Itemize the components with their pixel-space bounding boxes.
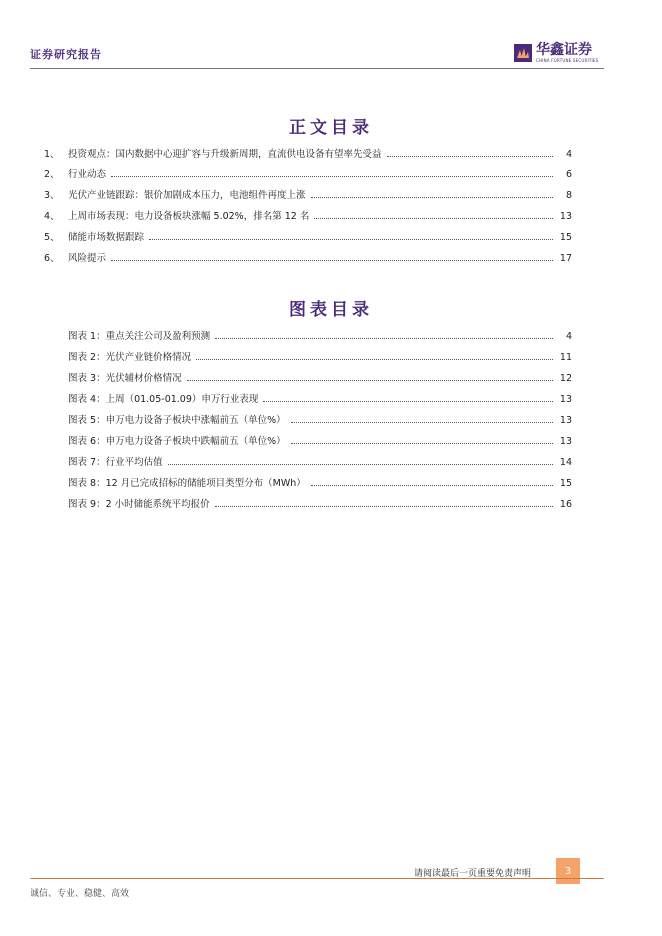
- figure-entry-title: 图表 8：12 月已完成招标的储能项目类型分布（MWh）: [68, 478, 306, 489]
- toc-entry-number: 5、: [44, 232, 60, 243]
- logo-english-name: CHINA FORTUNE SECURITIES: [536, 58, 599, 63]
- toc-entry-title: 上周市场表现：电力设备板块涨幅 5.02%，排名第 12 名: [68, 211, 310, 222]
- dot-leader: [196, 350, 553, 360]
- figure-entry-page: 11: [559, 352, 572, 363]
- figure-entry-page: 12: [559, 373, 572, 384]
- toc-entry-number: 2、: [44, 169, 60, 180]
- dot-leader: [215, 497, 553, 507]
- toc-entry[interactable]: [44, 230, 572, 244]
- dot-leader: [291, 413, 553, 423]
- toc-entry[interactable]: [44, 147, 572, 161]
- dot-leader: [111, 251, 553, 261]
- logo-chinese-name: 华鑫证券: [536, 42, 592, 58]
- figure-entry-page: 15: [559, 478, 572, 489]
- figure-entry-title: 图表 4：上周（01.05-01.09）申万行业表现: [68, 394, 259, 405]
- dot-leader: [215, 329, 553, 339]
- figure-entry[interactable]: [68, 476, 572, 490]
- figure-entry-title: 图表 1：重点关注公司及盈利预测: [68, 331, 211, 342]
- dot-leader: [387, 147, 553, 157]
- dot-leader: [168, 455, 553, 465]
- figure-entry[interactable]: [68, 497, 572, 511]
- toc-entry[interactable]: [44, 251, 572, 265]
- figure-entry-title: 图表 3：光伏辅材价格情况: [68, 373, 182, 384]
- figure-entry-page: 16: [559, 499, 572, 510]
- toc-entry[interactable]: [44, 209, 572, 223]
- figure-entry[interactable]: [68, 434, 572, 448]
- figure-entry[interactable]: [68, 413, 572, 427]
- figure-entry-title: 图表 2：光伏产业链价格情况: [68, 352, 192, 363]
- toc-entry[interactable]: [44, 188, 572, 202]
- company-logo: [514, 40, 614, 66]
- figure-entry-title: 图表 5：申万电力设备子板块中涨幅前五（单位%）: [68, 415, 286, 426]
- toc-entry-page: 13: [559, 211, 572, 222]
- figure-entry[interactable]: [68, 350, 572, 364]
- dot-leader: [149, 230, 553, 240]
- toc-entry-page: 6: [565, 169, 572, 180]
- dot-leader: [291, 434, 553, 444]
- toc-entry-page: 4: [565, 149, 572, 160]
- report-type-label: 证券研究报告: [30, 48, 102, 61]
- figure-entry-title: 图表 7：行业平均估值: [68, 457, 163, 468]
- dot-leader: [311, 476, 553, 486]
- logo-mark-icon: [514, 44, 532, 62]
- toc-entry-title: 投资观点：国内数据中心迎扩容与升级新周期，直流供电设备有望率先受益: [68, 149, 382, 160]
- dot-leader: [263, 392, 553, 402]
- toc-entry-number: 3、: [44, 190, 60, 201]
- toc-entry-page: 15: [559, 232, 572, 243]
- toc-entry-title: 风险提示: [68, 253, 107, 264]
- toc-entry-page: 8: [565, 190, 572, 201]
- figure-entry-page: 4: [565, 331, 572, 342]
- figure-entry[interactable]: [68, 455, 572, 469]
- figure-entry-title: 图表 6：申万电力设备子板块中跌幅前五（单位%）: [68, 436, 286, 447]
- header-divider: [30, 68, 604, 69]
- toc-entry-title: 光伏产业链跟踪：银价加剧成本压力，电池组件再度上涨: [68, 190, 306, 201]
- toc-entry-number: 1、: [44, 149, 60, 160]
- figure-entry[interactable]: [68, 371, 572, 385]
- dot-leader: [111, 167, 553, 177]
- disclaimer-note: 请阅读最后一页重要免责声明: [414, 869, 532, 879]
- figure-entry-page: 13: [559, 436, 572, 447]
- dot-leader: [314, 209, 553, 219]
- toc-entry[interactable]: [44, 167, 572, 181]
- figure-entry-title: 图表 9：2 小时储能系统平均报价: [68, 499, 210, 510]
- toc-entry-page: 17: [559, 253, 572, 264]
- figure-entry-page: 13: [559, 394, 572, 405]
- figure-entry-page: 13: [559, 415, 572, 426]
- toc-entry-number: 6、: [44, 253, 60, 264]
- toc-entry-title: 储能市场数据跟踪: [68, 232, 145, 243]
- dot-leader: [311, 188, 553, 198]
- toc-title: 正文目录: [289, 118, 373, 138]
- toc-entry-number: 4、: [44, 211, 60, 222]
- footer-divider: [30, 878, 604, 879]
- page-number: 3: [556, 858, 580, 884]
- figure-entry-page: 14: [559, 457, 572, 468]
- figure-entry[interactable]: [68, 392, 572, 406]
- figure-list-title: 图表目录: [289, 300, 373, 320]
- figure-entry[interactable]: [68, 329, 572, 343]
- dot-leader: [187, 371, 553, 381]
- company-motto: 诚信、专业、稳健、高效: [30, 889, 130, 899]
- toc-entry-title: 行业动态: [68, 169, 107, 180]
